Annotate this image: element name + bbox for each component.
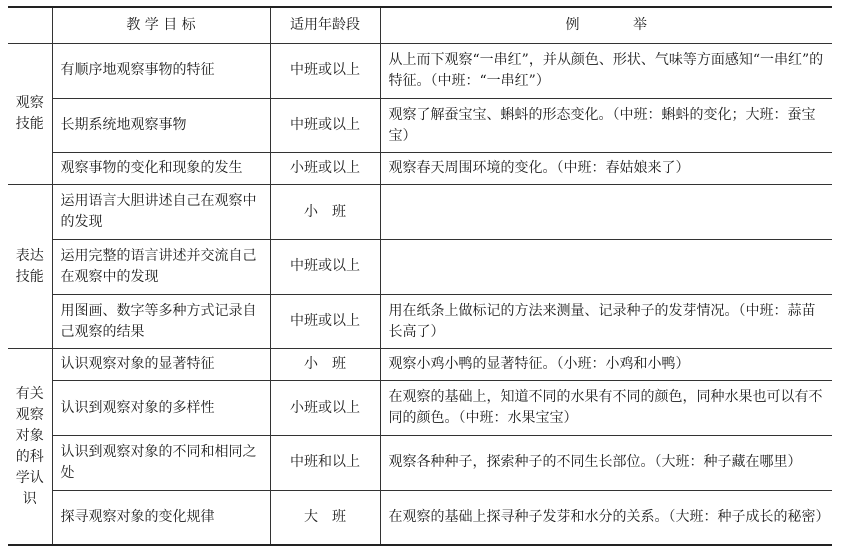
- goal-cell: 有顺序地观察事物的特征: [52, 44, 270, 99]
- goal-cell: 认识到观察对象的不同和相同之处: [52, 436, 270, 491]
- table-row: [8, 490, 832, 545]
- header-age: 适用年龄段: [270, 7, 380, 44]
- table-row: [8, 98, 832, 153]
- header-row: [8, 7, 832, 44]
- header-category: [8, 7, 52, 44]
- table-row: [8, 185, 832, 240]
- goal-cell: 用图画、数字等多种方式记录自己观察的结果: [52, 294, 270, 349]
- age-cell: 小班或以上: [270, 381, 380, 436]
- goal-cell: 运用语言大胆讲述自己在观察中的发现: [52, 185, 270, 240]
- table-row: [8, 294, 832, 349]
- category-cell: 观察技能: [8, 44, 52, 185]
- age-cell: 中班和以上: [270, 436, 380, 491]
- goal-cell: 探寻观察对象的变化规律: [52, 490, 270, 545]
- table-row: [8, 436, 832, 491]
- example-cell: [380, 240, 832, 295]
- age-cell: 中班或以上: [270, 240, 380, 295]
- table-row: [8, 349, 832, 381]
- age-cell: 小 班: [270, 185, 380, 240]
- example-cell: 在观察的基础上探寻种子发芽和水分的关系。（大班：种子成长的秘密）: [380, 490, 832, 545]
- table-row: [8, 153, 832, 185]
- example-cell: 从上而下观察“一串红”，并从颜色、形状、气味等方面感知“一串红”的特征。（中班：“一串红”）: [380, 44, 832, 99]
- example-cell: 观察各种种子，探索种子的不同生长部位。（大班：种子藏在哪里）: [380, 436, 832, 491]
- age-cell: 小班或以上: [270, 153, 380, 185]
- goal-cell: 认识到观察对象的多样性: [52, 381, 270, 436]
- age-cell: 中班或以上: [270, 98, 380, 153]
- category-cell: 有关观察对象的科学认识: [8, 349, 52, 545]
- table-row: [8, 44, 832, 99]
- goals-table: [8, 6, 832, 546]
- header-goal: 教 学 目 标: [52, 7, 270, 44]
- example-cell: 观察了解蚕宝宝、蝌蚪的形态变化。（中班：蝌蚪的变化；大班：蚕宝宝）: [380, 98, 832, 153]
- goal-cell: 观察事物的变化和现象的发生: [52, 153, 270, 185]
- example-cell: 在观察的基础上，知道不同的水果有不同的颜色，同种水果也可以有不同的颜色。（中班：水果宝宝）: [380, 381, 832, 436]
- goal-cell: 认识观察对象的显著特征: [52, 349, 270, 381]
- goal-cell: 运用完整的语言讲述并交流自己在观察中的发现: [52, 240, 270, 295]
- age-cell: 中班或以上: [270, 44, 380, 99]
- example-cell: [380, 185, 832, 240]
- table-row: [8, 240, 832, 295]
- age-cell: 大 班: [270, 490, 380, 545]
- goal-cell: 长期系统地观察事物: [52, 98, 270, 153]
- age-cell: 中班或以上: [270, 294, 380, 349]
- example-cell: 用在纸条上做标记的方法来测量、记录种子的发芽情况。（中班：蒜苗长高了）: [380, 294, 832, 349]
- example-cell: 观察春天周围环境的变化。（中班：春姑娘来了）: [380, 153, 832, 185]
- category-cell: 表达技能: [8, 185, 52, 349]
- table-row: [8, 381, 832, 436]
- example-cell: 观察小鸡小鸭的显著特征。（小班：小鸡和小鸭）: [380, 349, 832, 381]
- age-cell: 小 班: [270, 349, 380, 381]
- header-example: 例 举: [380, 7, 832, 44]
